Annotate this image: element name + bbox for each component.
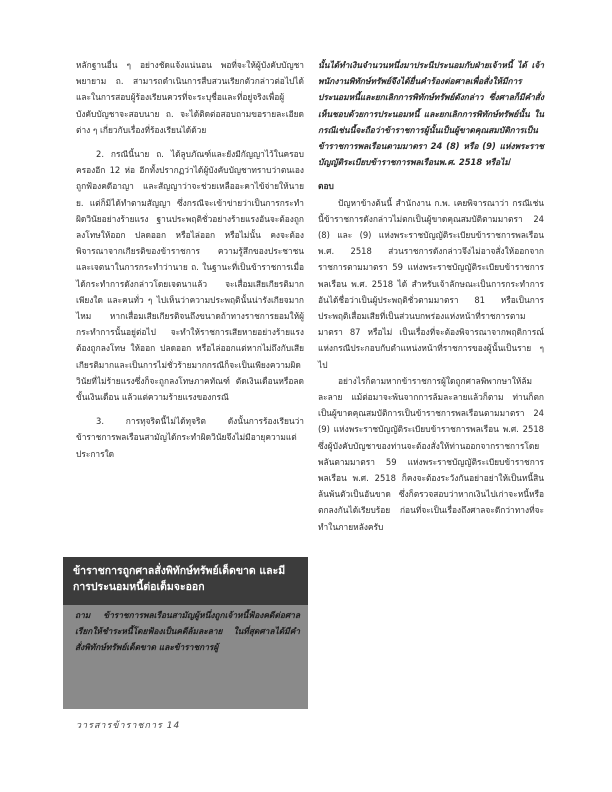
- answer-paragraph-1: ปัญหาข้างต้นนี้ สำนักงาน ก.พ. เคยพิจารณาว่า กรณีเช่นนี้ข้าราชการดังกล่าวไม่ตกเป็นผู้ขาดคุณสมบัติตามมาตรา 24 (8) และ (9) แห่งพระราชบัญญัติระเบียบข้าราชการพลเรือน พ.ศ. 2518 ส่วนราชการดังกล่าวจึงไม่อาจสั่งให้ออกจากราชการตามมาตรา 59 แห่งพระราชบัญญัติระเบียบข้าราชการพลเรือน พ.ศ. 2518 ได้ สำหรับเจ้าลักษณะเป็นการกระทำการอันได้ชื่อว่าเป็นผู้ประพฤติชั่วตามมาตรา 81 หรือเป็นการประพฤติเสื่อมเสียที่เป็นส่วนบกพร่องแห่งหน้าที่ราชการตามมาตรา 87 หรือไม่ เป็นเรื่องที่จะต้องพิจารณาจากพฤติการณ์แห่งกรณีประกอบกับตำแหน่งหน้าที่ราชการของผู้นั้นเป็นราย ๆ ไป: [318, 197, 544, 370]
- answer-paragraph-2: อย่างไรก็ตามหากข้าราชการผู้ใดถูกศาลพิพากษาให้ล้มละลาย แม้ต่อมาจะพ้นจากการล้มละลายแล้วก็ตาม ท่านก็ตกเป็นผู้ขาดคุณสมบัติการเป็นข้าราชการพลเรือนตามมาตรา 24 (9) แห่งพระราชบัญญัติระเบียบข้าราชการพลเรือน พ.ศ. 2518 ซึ่งผู้บังคับบัญชาของท่านจะต้องสั่งให้ท่านออกจากราชการโดยพลันตามมาตรา 59 แห่งพระราชบัญญัติระเบียบข้าราชการพลเรือน พ.ศ. 2518 ก็คงจะต้องระวังกันอย่าอย่าให้เป็นหนี้สินล้นพ้นตัวเป็นอันขาด ซึ่งก็ตรวจสอบว่าหากเงินไปเก่าจะหนี้หรือตกลงกันได้เรียบร้อย ก่อนที่จะเป็นเรื่องถึงศาลจะดีกว่าทางที่จะทำในภายหลังครับ: [318, 375, 544, 532]
- answer-label: ตอบ: [318, 181, 334, 192]
- qa-box: [63, 557, 308, 709]
- left-paragraph-2: 2. กรณีนี้นาย ถ. ได้ลูบภัณฑ์และยังมีกัญญาไว้ในครอบครองอีก 12 ห่อ อีกทั้งปรากฏว่าได้ผู้บังคับบัญชาทราบว่าตนเองถูกฟ้องคดีอาญา และสัญญาว่าจะช่วยเหลืออะคาไข้จ่ายให้นาย ย. แต่ก็มิได้ทำตามสัญญา ซึ่งกรณีจะเข้าข่ายว่าเป็นการกระทำผิดวินัยอย่างร้ายแรง ฐานประพฤติชั่วอย่างร้ายแรงอันจะต้องถูกลงโทษให้ออก ปลดออก หรือไล่ออก หรือไม่นั้น คงจะต้องพิจารณาจากเกียรติของข้าราชการ ความรู้สึกของประชาชน และเจตนาในการกระทำว่านาย ถ. ในฐานะที่เป็นข้าราชการเมื่อได้กระทำการดังกล่าวโดยเจตนาแล้ว จะเสื่อมเสียเกียรติมากเพียงใด และคนทั่ว ๆ ไปเห็นว่าความประพฤตินั้นน่ารังเกียจมากไหม หากเสื่อมเสียเกียรติจนถึงขนาดถ้าทางราชการยอมให้ผู้กระทำการนั้นอยู่ต่อไป จะทำให้ราชการเสียหายอย่างร้ายแรงต้องถูกลงโทษ ให้ออก ปลดออก หรือไล่ออกแต่หากไม่ถึงกับเสียเกียรติมากและเป็นการไม่ชั่วร้ายมากกรณีก็จะเป็นเพียงความผิดวินัยที่ไม่ร้ายแรงซึ่งก็จะถูกลงโทษภาคทัณฑ์ ตัดเงินเดือนหรือลดขั้นเงินเดือน แล้วแต่ความร้ายแรงของกรณี: [76, 149, 304, 403]
- qa-box-title: ข้าราชการถูกศาลสั่งพิทักษ์ทรัพย์เด็ดขาด และมีการประนอมหนี้ต่อเต็มจะออก: [73, 565, 286, 593]
- left-paragraph-1: หลักฐานอื่น ๆ อย่างชัดแจ้งแน่นอน พอที่จะให้ผู้บังคับบัญชาพยายาม ถ. สามารถดำเนินการสืบสวนเรียกตัวกล่าวต่อไปได้ และในการสอบผู้ร้องเรียนควรที่จะระบุชื่อและที่อยู่จริงเพื่อผู้บังคับบัญชาจะสอบนาย ถ. จะได้ติดต่อสอบถามขอรายละเอียดต่าง ๆ เกี่ยวกับเรื่องที่ร้องเรียนได้ด้วย: [76, 60, 304, 135]
- left-column: [76, 57, 304, 462]
- qa-question: [75, 607, 300, 655]
- question-text: ข้าราชการพลเรือนสามัญผู้หนึ่งถูกเจ้าหนี้ฟ้องคดีต่อศาลเรียกให้ชำระหนี้โดยฟ้องเป็นคดีล้มละลาย ในที่สุดศาลได้มีคำสั่งพิทักษ์ทรัพย์เด็ดขาด และข้าราชการผู้: [75, 610, 300, 652]
- page-footer: วารสารข้าราชการ 14: [76, 721, 181, 731]
- left-paragraph-3: 3. การทุจริตนี้ไม่ได้ทุจริต ดังนั้นการร้องเรียนว่าข้าราชการพลเรือนสามัญได้กระทำผิดวินัยจึงไม่มีอายุความแต่ประการใด: [76, 416, 304, 459]
- question-label: ถาม: [75, 610, 91, 620]
- question-continued: นั้นได้ทำเงินจำนวนหนึ่งมาประนีประนอมกับฝ่ายเจ้าหนี้ ได้ เจ้าพนักงานพิทักษ์ทรัพย์จึงได้ยื่นคำร้องต่อศาลเพื่อสั่งให้มีการประนอมหนี้และยกเลิกการพิทักษ์ทรัพย์ดังกล่าว ซึ่งศาลก็มีคำสั่งเห็นชอบด้วยการประนอมหนี้ และยกเลิกการพิทักษ์ทรัพย์นั้น ในกรณีเช่นนี้จะถือว่าข้าราชการผู้นั้นเป็นผู้ขาดคุณสมบัติการเป็นข้าราชการพลเรือนตามมาตรา 24 (8) หรือ (9) แห่งพระราชบัญญัติระเบียบข้าราชการพลเรือนพ.ศ. 2518 หรือไม่: [318, 60, 544, 168]
- qa-box-header: [63, 557, 308, 605]
- right-column: [318, 57, 544, 535]
